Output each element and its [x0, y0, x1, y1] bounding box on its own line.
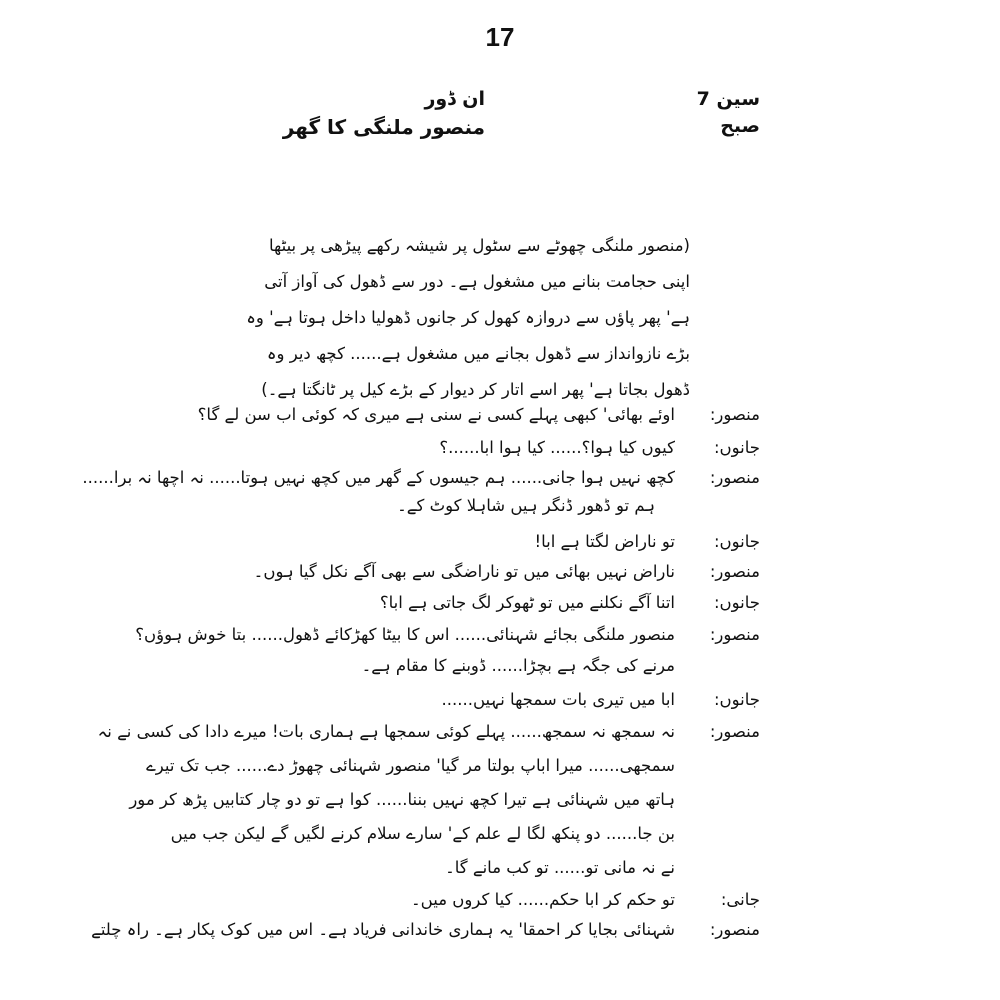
- dialogue-line: ہم تو ڈھور ڈنگر ہیں شاہلا کوٹ کے۔: [397, 496, 655, 515]
- dialogue-entry: [91, 920, 760, 950]
- dialogue-line: اوئے بھائی' کبھی پہلے کسی نے سنی ہے میری کہ کوئی اب سن لے گا؟: [197, 405, 675, 424]
- speaker-label: منصور:: [709, 468, 760, 487]
- scene-time: صبح: [720, 115, 760, 137]
- dialogue-entry: [240, 593, 760, 623]
- dialogue-line: کیوں کیا ہوا؟...... کیا ہوا ابا......؟: [439, 438, 675, 457]
- dialogue-line: تو حکم کر ابا حکم...... کیا کروں میں۔: [411, 890, 675, 909]
- dialogue-line: کچھ نہیں ہوا جانی...... ہم جیسوں کے گھر میں کچھ نہیں ہوتا...... نہ اچھا نہ برا......: [82, 468, 675, 487]
- dialogue-line: مرنے کی جگہ ہے بچڑا...... ڈوبنے کا مقام ہے۔: [361, 656, 675, 675]
- dialogue-entry: [240, 438, 760, 468]
- dialogue-entry: [240, 690, 760, 720]
- dialogue-line: بن جا...... دو پنکھ لگا لے علم کے' سارے سلام کرنے لگیں گے لیکن جب میں: [170, 824, 675, 843]
- dialogue-continuation: [240, 496, 760, 526]
- dialogue-entry: [82, 468, 760, 498]
- speaker-label: جانوں:: [713, 438, 760, 457]
- dialogue-line: ابا میں تیری بات سمجھا نہیں......: [441, 690, 675, 709]
- dialogue-continuation: [240, 656, 760, 686]
- dialogue-continuation: [129, 790, 760, 820]
- dialogue-continuation: [170, 824, 760, 854]
- speaker-label: منصور:: [709, 562, 760, 581]
- dialogue-line: نہ سمجھ نہ سمجھ...... پہلے کوئی سمجھا ہے ہماری بات! میرے دادا کی کسی نے نہ: [97, 722, 675, 741]
- stage-direction-line: اپنی حجامت بنانے میں مشغول ہے۔ دور سے ڈھول کی آواز آتی: [264, 272, 690, 291]
- scene-location: منصور ملنگی کا گھر: [282, 115, 485, 139]
- dialogue-line: سمجھی...... میرا اباپ بولتا مر گیا' منصور شہنائی چھوڑ دے...... جب تک تیرے: [146, 756, 675, 775]
- stage-direction-line: (منصور ملنگی چھوٹے سے سٹول پر شیشہ رکھے پیڑھی پر بیٹھا: [268, 236, 690, 255]
- stage-direction: [246, 228, 690, 408]
- scene-setting: ان ڈور: [424, 88, 485, 110]
- dialogue-entry: [97, 722, 760, 752]
- speaker-label: منصور:: [709, 920, 760, 939]
- dialogue-line: منصور ملنگی بجائے شہنائی...... اس کا بیٹا کھڑکائے ڈھول...... بتا خوش ہوؤں؟: [135, 625, 675, 644]
- dialogue-line: نے نہ مانی تو...... تو کب مانے گا۔: [445, 858, 675, 877]
- speaker-label: جانوں:: [713, 690, 760, 709]
- speaker-label: منصور:: [709, 405, 760, 424]
- stage-direction-line: ڈھول بجاتا ہے' پھر اسے اتار کر دیوار کے بڑے کیل پر ٹانگتا ہے۔): [261, 380, 690, 399]
- dialogue-line: ناراض نہیں بھائی میں تو ناراضگی سے بھی آگے نکل گیا ہوں۔: [253, 562, 675, 581]
- dialogue-continuation: [146, 756, 760, 786]
- dialogue-entry: [240, 532, 760, 562]
- dialogue-entry: [240, 890, 760, 920]
- scene-number: سین 7: [696, 88, 760, 110]
- dialogue-continuation: [240, 858, 760, 888]
- stage-direction-line: بڑے نازوانداز سے ڈھول بجانے میں مشغول ہے...... کچھ دیر وہ: [266, 344, 690, 363]
- dialogue-line: تو ناراض لگتا ہے ابا!: [534, 532, 675, 551]
- dialogue-line: شہنائی بجایا کر احمقا' یہ ہماری خاندانی فریاد ہے۔ اس میں کوک پکار ہے۔ راہ چلتے: [91, 920, 675, 939]
- dialogue-entry: [135, 625, 760, 655]
- speaker-label: منصور:: [709, 625, 760, 644]
- stage-direction-line: ہے' پھر پاؤں سے دروازہ کھول کر جانوں ڈھولیا داخل ہوتا ہے' وہ: [246, 308, 690, 327]
- dialogue-line: اتنا آگے نکلنے میں تو ٹھوکر لگ جاتی ہے ابا؟: [379, 593, 675, 612]
- speaker-label: جانوں:: [713, 532, 760, 551]
- dialogue-entry: [240, 562, 760, 592]
- dialogue-line: ہاتھ میں شہنائی ہے تیرا کچھ نہیں بننا...... کوا ہے تو دو چار کتابیں پڑھ کر مور: [129, 790, 675, 809]
- speaker-label: جانی:: [720, 890, 760, 909]
- speaker-label: جانوں:: [713, 593, 760, 612]
- speaker-label: منصور:: [709, 722, 760, 741]
- page-number: 17: [485, 22, 515, 52]
- dialogue-entry: [197, 405, 760, 435]
